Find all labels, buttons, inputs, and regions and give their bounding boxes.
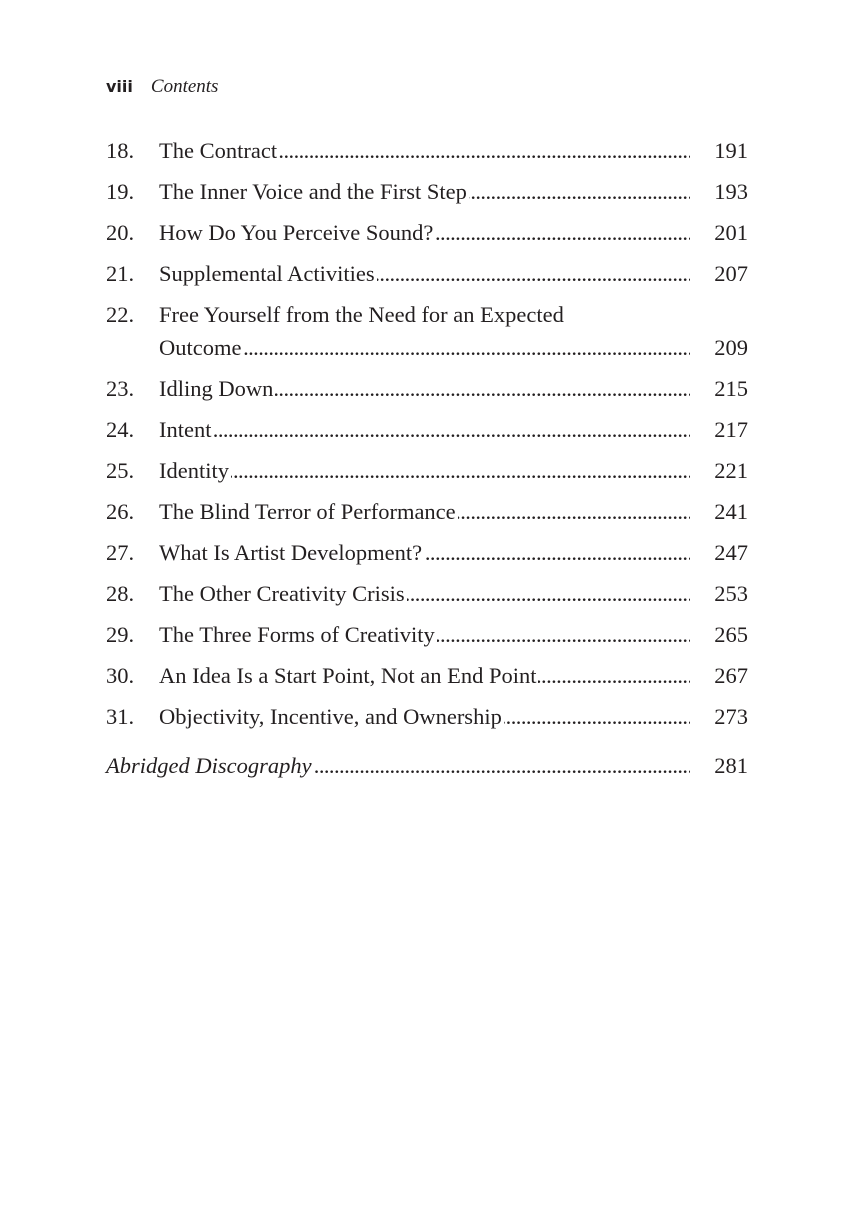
toc-entry[interactable] [106,618,748,651]
dot-leader [314,749,690,782]
toc-entry-abridged-discography[interactable] [106,749,748,782]
toc-entry-title: Free Yourself from the Need for an Expected [159,302,564,327]
dot-leader [407,577,690,610]
dot-leader [377,257,690,290]
toc-entry-title: How Do You Perceive Sound? [159,220,434,245]
toc-entry-title: Intent [159,417,212,442]
toc-entry-body [159,413,748,446]
toc-page-number: 217 [714,417,748,442]
toc-entry-title: The Inner Voice and the First Step [159,179,467,204]
toc-entry-line [159,331,748,364]
toc-entry-line [159,454,748,487]
toc-entry-number: 29. [106,622,135,647]
toc-entry-body [159,298,748,364]
toc-entry-title: What Is Artist Development? [159,540,423,565]
toc-entry-body [159,659,748,692]
dot-leader [458,495,690,528]
toc-entry-number: 20. [106,220,135,245]
toc-entry-title: The Contract [159,138,278,163]
toc-entry-body [159,618,748,651]
toc-entry-body [159,454,748,487]
toc-page-number: 201 [714,220,748,245]
dot-leader [469,175,690,208]
toc-page-number: 281 [714,753,748,778]
toc-entry[interactable] [106,298,748,364]
dot-leader [279,134,690,167]
toc-entry-number: 26. [106,499,135,524]
toc-entry-title: Identity [159,458,229,483]
toc-page-number: 193 [714,179,748,204]
toc-page-number: 247 [714,540,748,565]
toc-entry-title: Outcome [159,335,242,360]
toc-entry-body [159,495,748,528]
toc-entry-body [159,175,748,208]
dot-leader [231,454,690,487]
toc-entry-line [159,495,748,528]
toc-page-number: 191 [714,138,748,163]
toc-entry[interactable] [106,700,748,733]
dot-leader [424,536,690,569]
toc-entry[interactable] [106,175,748,208]
toc-entry-line [159,134,748,167]
toc-page-number: 265 [714,622,748,647]
toc-entry[interactable] [106,257,748,290]
toc-entry-line [159,700,748,733]
toc-entry[interactable] [106,577,748,610]
toc-entry-line [159,257,748,290]
toc-entry[interactable] [106,495,748,528]
toc-entry-title: The Three Forms of Creativity [159,622,435,647]
toc-page-number: 273 [714,704,748,729]
toc-entry-line [159,298,748,331]
toc-page-number: 207 [714,261,748,286]
toc-entry-number: 27. [106,540,135,565]
dot-leader [435,216,690,249]
running-head [106,76,218,98]
toc-entry-body [159,216,748,249]
toc-entry-number: 25. [106,458,135,483]
toc-entry-body [159,372,748,405]
toc-entry-number: 23. [106,376,135,401]
toc-entry-number: 19. [106,179,135,204]
toc-entry-body [159,134,748,167]
dot-leader [213,413,690,446]
toc-entry[interactable] [106,216,748,249]
dot-leader [538,659,690,692]
toc-entry-title: Idling Down [159,376,274,401]
toc-entry-body [159,700,748,733]
dot-leader [275,372,690,405]
toc-entry-number: 31. [106,704,135,729]
toc-entry-title: The Other Creativity Crisis [159,581,405,606]
toc-entry-body [159,536,748,569]
toc-entry-line [159,659,748,692]
toc-page-number: 215 [714,376,748,401]
toc-entry[interactable] [106,454,748,487]
toc-entry-body [159,257,748,290]
toc-page-number: 241 [714,499,748,524]
toc-entry-line [159,618,748,651]
toc-entry-title: Supplemental Activities [159,261,375,286]
toc-entry-line [159,372,748,405]
dot-leader [504,700,690,733]
toc-entry-line [159,216,748,249]
toc-entry-body [159,577,748,610]
toc-entry-number: 22. [106,302,135,327]
toc-entry-line [159,536,748,569]
toc-entry-title: An Idea Is a Start Point, Not an End Point [159,663,537,688]
toc-entry[interactable] [106,413,748,446]
toc-page-number: 221 [714,458,748,483]
toc-entry-line [159,577,748,610]
page-folio: viii [106,77,133,96]
toc-entry-body [106,749,748,782]
toc-entry-line [159,175,748,208]
table-of-contents [106,134,748,790]
toc-entry[interactable] [106,536,748,569]
toc-entry-title: Abridged Discography [106,753,312,778]
toc-entry-number: 30. [106,663,135,688]
toc-entry-line [106,749,748,782]
toc-entry[interactable] [106,659,748,692]
running-head-title: Contents [150,76,219,97]
toc-entry-title: Objectivity, Incentive, and Ownership [159,704,502,729]
dot-leader [437,618,690,651]
toc-entry-number: 24. [106,417,135,442]
toc-entry-number: 21. [106,261,135,286]
toc-entry[interactable] [106,372,748,405]
toc-entry-number: 18. [106,138,135,163]
toc-page-number: 209 [714,335,748,360]
toc-entry[interactable] [106,134,748,167]
toc-page-number: 267 [714,663,748,688]
toc-entry-line [159,413,748,446]
dot-leader [243,331,690,364]
toc-entry-title: The Blind Terror of Performance [159,499,456,524]
toc-page-number: 253 [714,581,748,606]
toc-entry-number: 28. [106,581,135,606]
